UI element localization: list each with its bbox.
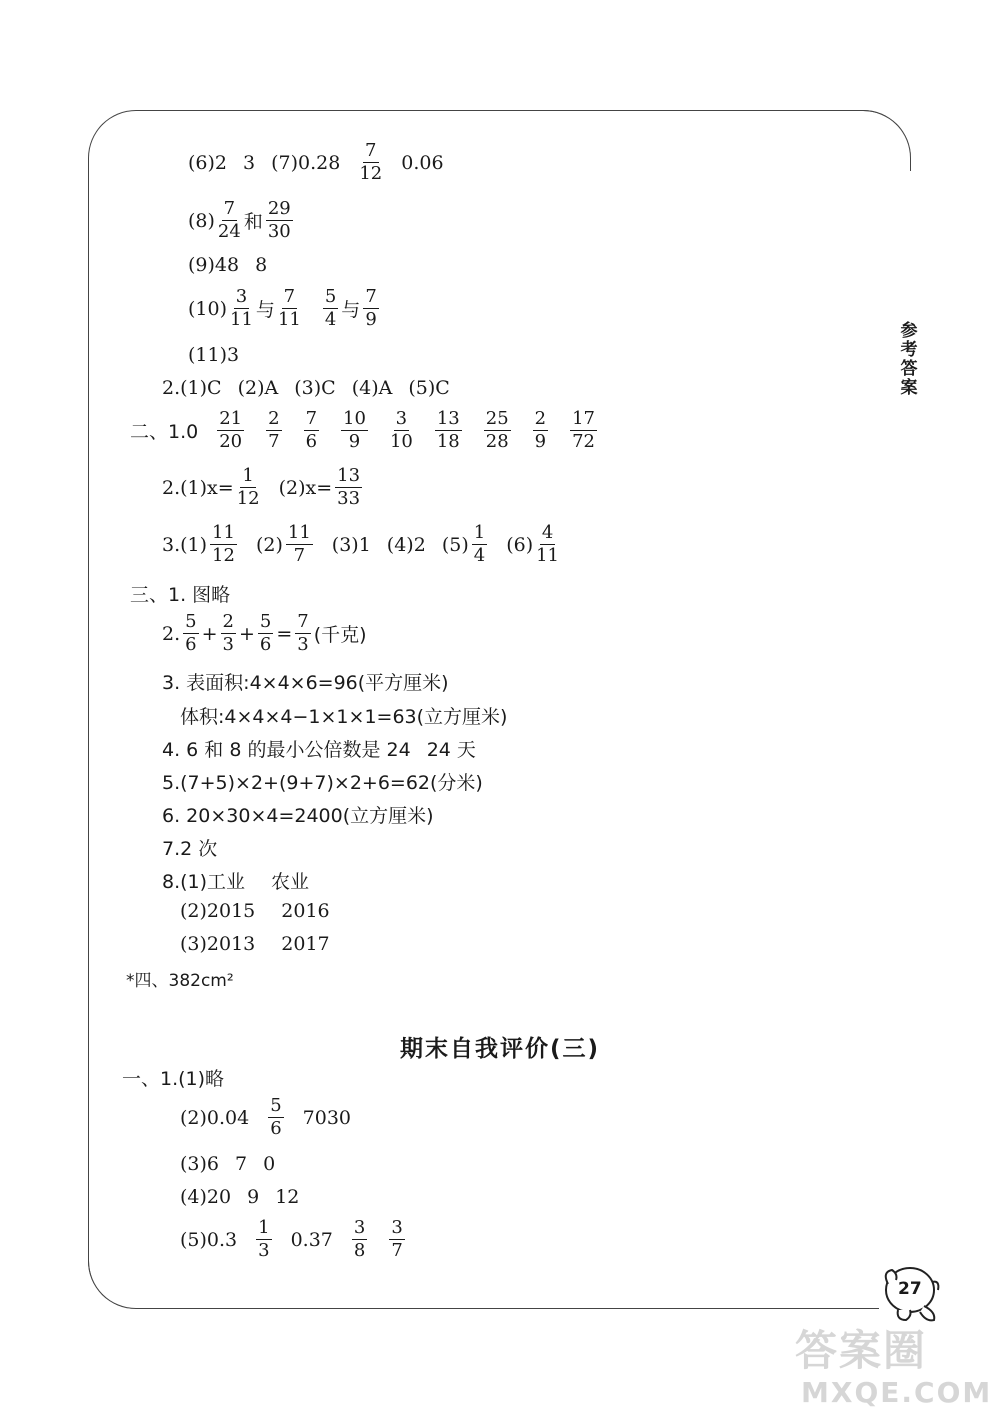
fraction: $\frac{7}{12}$ xyxy=(359,140,383,184)
fraction: $\frac{13}{18}$ xyxy=(436,408,460,452)
fraction: $\frac{25}{28}$ xyxy=(485,408,509,452)
fraction: $\frac{11}{7}$ xyxy=(287,522,311,566)
fraction: $\frac{17}{72}$ xyxy=(572,408,596,452)
answer-line: 二、1.0 $\frac{21}{20}$ $\frac{2}{7}$ $\frac{7}{6}$ $\frac{10}{9}$ $\frac{3}{10}$ $\frac{13}{18}$ $\frac{25}{28}$ $\frac{2}{9}$ $\frac{17}{72}$ xyxy=(130,408,596,452)
answer-line: 8.(1)工业 农业 xyxy=(162,871,310,893)
fraction: $\frac{11}{12}$ xyxy=(212,522,235,566)
answer-line: (5)0.3 $\frac{1}{3}$ 0.37 $\frac{3}{8}$ $\frac{3}{7}$ xyxy=(180,1217,403,1261)
page-border-corner xyxy=(862,110,911,171)
answer-line: (4)20 9 12 xyxy=(180,1186,300,1208)
fraction: $\frac{1}{12}$ xyxy=(236,465,260,509)
fraction: $\frac{7}{3}$ xyxy=(297,611,309,655)
answer-line: (3)2013 2017 xyxy=(180,933,330,955)
fraction: $\frac{2}{9}$ xyxy=(534,408,547,452)
fraction: $\frac{3}{7}$ xyxy=(391,1217,403,1261)
answer-line: 2.(1)x= $\frac{1}{12}$ (2)x= $\frac{13}{33}$ xyxy=(162,465,361,509)
answer-line: (11)3 xyxy=(188,344,240,366)
answer-line: (10) $\frac{3}{11}$ 与 $\frac{7}{11}$ $\frac{5}{4}$ 与 $\frac{7}{9}$ xyxy=(188,286,377,330)
fraction: $\frac{4}{11}$ xyxy=(536,522,560,566)
fraction: $\frac{7}{6}$ xyxy=(305,408,318,452)
answer-line: 4. 6 和 8 的最小公倍数是 24 24 天 xyxy=(162,739,476,761)
answer-line: 6. 20×30×4=2400(立方厘米) xyxy=(162,805,434,827)
fraction: $\frac{2}{3}$ xyxy=(222,611,234,655)
fraction: $\frac{10}{9}$ xyxy=(343,408,366,452)
answer-line: 7.2 次 xyxy=(162,838,218,860)
answer-line: *四、382cm² xyxy=(126,971,234,991)
answer-line: 5.(7+5)×2+(9+7)×2+6=62(分米) xyxy=(162,772,483,794)
answer-line: (9)48 8 xyxy=(188,254,268,276)
answer-line: (2)2015 2016 xyxy=(180,900,330,922)
fraction: $\frac{5}{6}$ xyxy=(185,611,197,655)
fraction: $\frac{1}{4}$ xyxy=(473,522,486,566)
fraction: $\frac{2}{7}$ xyxy=(268,408,280,452)
fraction: $\frac{5}{6}$ xyxy=(270,1095,282,1139)
fraction: $\frac{5}{4}$ xyxy=(324,286,337,330)
fraction: $\frac{13}{33}$ xyxy=(337,465,361,509)
answer-line: 一、1.(1)略 xyxy=(122,1068,225,1090)
answer-line: 3.(1) $\frac{11}{12}$ (2) $\frac{11}{7}$ (3)1 (4)2 (5) $\frac{1}{4}$ (6) $\frac{4}{11}$ xyxy=(162,522,560,566)
fraction: $\frac{7}{24}$ xyxy=(217,198,241,242)
answer-line: 体积:4×4×4−1×1×1=63(立方厘米) xyxy=(180,706,508,728)
watermark: 答案圈 MXQE.COM xyxy=(795,1326,993,1409)
fraction: $\frac{29}{30}$ xyxy=(267,198,291,242)
answer-line: 2.(1)C (2)A (3)C (4)A (5)C xyxy=(162,377,450,399)
side-tab-label: 参考答案 xyxy=(900,321,918,398)
answer-line: (8) $\frac{7}{24}$ 和 $\frac{29}{30}$ xyxy=(188,198,291,242)
fraction: $\frac{3}{10}$ xyxy=(389,408,413,452)
fraction: $\frac{21}{20}$ xyxy=(219,408,243,452)
fraction: $\frac{1}{3}$ xyxy=(258,1217,270,1261)
fraction: $\frac{7}{9}$ xyxy=(365,286,377,330)
answer-line: 三、1. 图略 xyxy=(130,584,231,606)
answer-line: 2. $\frac{5}{6}$ + $\frac{2}{3}$ + $\frac{5}{6}$ = $\frac{7}{3}$ (千克) xyxy=(162,611,367,655)
page-number-badge: 27 xyxy=(878,1262,942,1326)
fraction: $\frac{3}{8}$ xyxy=(353,1217,366,1261)
answer-line: (3)6 7 0 xyxy=(180,1153,276,1175)
answer-line: (2)0.04 $\frac{5}{6}$ 7030 xyxy=(180,1095,352,1139)
section-title: 期末自我评价(三) xyxy=(399,1036,601,1062)
fraction: $\frac{3}{11}$ xyxy=(230,286,253,330)
answer-line: (6)2 3 (7)0.28 $\frac{7}{12}$ 0.06 xyxy=(188,140,444,184)
fraction: $\frac{7}{11}$ xyxy=(277,286,301,330)
answer-line: 3. 表面积:4×4×6=96(平方厘米) xyxy=(162,672,449,694)
fraction: $\frac{5}{6}$ xyxy=(259,611,272,655)
